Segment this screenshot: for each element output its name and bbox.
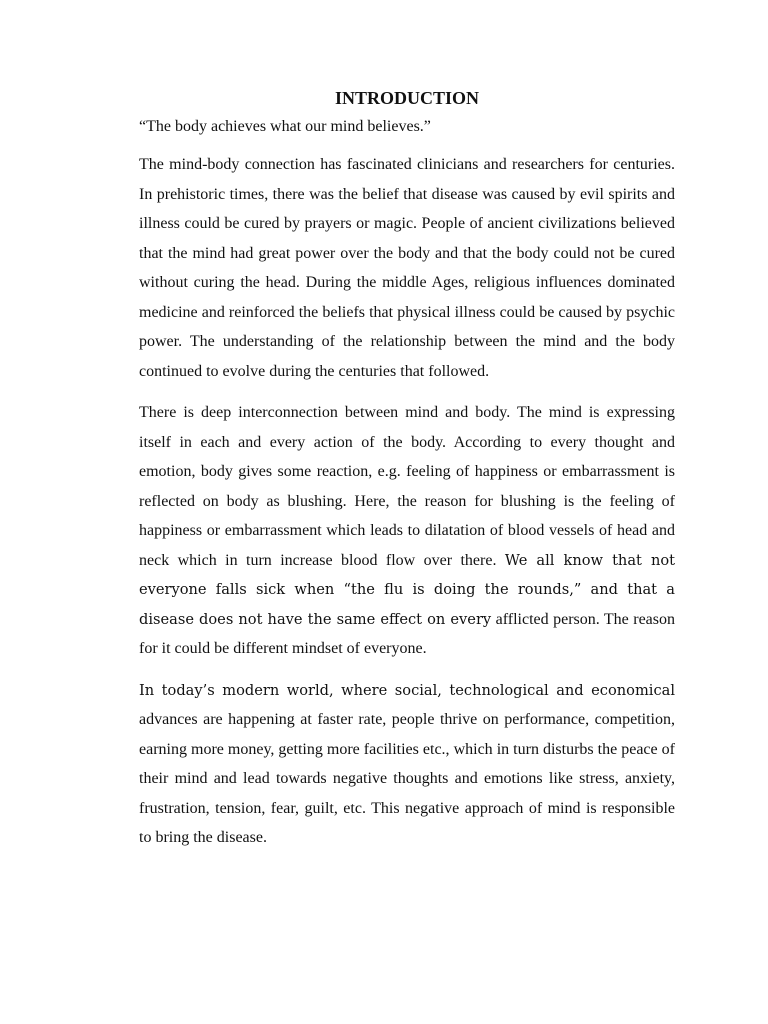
- paragraph-2-text-start: There is deep interconnection between mind and body. The mind is expressing itself in each and every action of the body. According to every thought and emotion, body gives some reaction, e.g. feeling of happiness or embarrassment is reflected on body as blushing. Here, the reason for blushing is the feeling of happiness or embarrassment which leads to dilatation of blood vessels of head and neck which in turn increase blood flow over there.: [139, 404, 675, 569]
- paragraph-3: [139, 676, 675, 853]
- document-page: [139, 86, 675, 865]
- paragraph-3-text: advances are happening at faster rate, people thrive on performance, competition, earning more money, getting more facilities etc., which in turn disturbs the peace of their mind and lead towards negative thoughts and emotions like stress, anxiety, frustration, tension, fear, guilt, etc. This negative approach of mind is responsible to bring the disease.: [139, 711, 675, 846]
- paragraph-2: [139, 398, 675, 664]
- page-title: INTRODUCTION: [334, 88, 480, 108]
- paragraph-2-emphasis: We all know that not everyone falls sick when “the flu is doing the rounds,” and that a disease does not have the same effect on every: [139, 551, 676, 628]
- paragraph-3-emphasis: In today’s modern world, where social, technological and economical: [139, 681, 675, 699]
- paragraph-1: [139, 150, 675, 386]
- epigraph-quote: “The body achieves what our mind believes.”: [139, 118, 431, 135]
- paragraph-2-text-end: afflicted person. The reason for it could be different mindset of everyone.: [139, 610, 675, 657]
- paragraph-1-text: The mind-body connection has fascinated clinicians and researchers for centuries. In prehistoric times, there was the belief that disease was caused by evil spirits and illness could be cured by prayers or magic. People of ancient civilizations believed that the mind had great power over the body and that the body could not be cured without curing the head. During the middle Ages, religious influences dominated medicine and reinforced the beliefs that physical illness could be caused by psychic power. The understanding of the relationship between the mind and the body continued to evolve during the centuries that followed.: [139, 156, 675, 380]
